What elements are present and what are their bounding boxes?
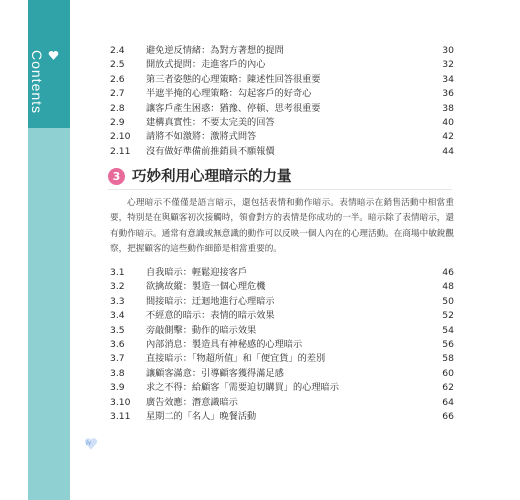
toc-entry[interactable] — [110, 396, 454, 410]
toc-title: 半遮半掩的心理策略：勾起客戶的好奇心 — [146, 88, 312, 100]
toc-num: 3.8 — [110, 367, 125, 379]
toc-entry[interactable] — [110, 324, 454, 338]
toc-page: 44 — [442, 145, 454, 157]
toc-num: 2.5 — [110, 59, 125, 71]
section-number-badge: 3 — [108, 168, 125, 185]
toc-entry[interactable] — [110, 295, 454, 309]
toc-entry[interactable] — [110, 410, 454, 424]
toc-title: 第三者姿態的心理策略：陳述性回答很重要 — [146, 73, 321, 85]
toc-num: 3.5 — [110, 324, 125, 336]
section-header — [108, 166, 468, 188]
toc-num: 3.1 — [110, 267, 125, 278]
heart-icon — [45, 50, 61, 61]
toc-title: 請將不如激將：激將式問答 — [146, 131, 257, 143]
toc-title: 不經意的暗示：表情的暗示效果 — [146, 310, 275, 322]
toc-title: 間接暗示：迂迴地進行心理暗示 — [146, 295, 275, 307]
section-divider — [108, 189, 452, 190]
toc-page: 46 — [442, 267, 454, 278]
toc-entry[interactable] — [110, 309, 454, 323]
toc-num: 2.6 — [110, 73, 125, 85]
toc-page: 32 — [442, 59, 454, 71]
toc-page: 60 — [442, 367, 454, 379]
toc-list-chapter-3 — [110, 266, 454, 424]
toc-num: 3.2 — [110, 281, 125, 293]
toc-num: 2.8 — [110, 102, 125, 114]
toc-page: 54 — [442, 324, 454, 336]
toc-page: 36 — [442, 88, 454, 100]
toc-title: 建構真實性：不要太完美的回答 — [146, 116, 275, 128]
toc-entry[interactable] — [110, 266, 454, 280]
toc-page: 56 — [442, 338, 454, 350]
toc-page: 30 — [442, 45, 454, 56]
toc-title: 直接暗示：「物超所值」和「便宜貨」的差別 — [146, 353, 326, 365]
toc-page: 50 — [442, 295, 454, 307]
toc-entry[interactable] — [110, 130, 454, 144]
toc-entry[interactable] — [110, 73, 454, 87]
toc-page: 34 — [442, 73, 454, 85]
toc-num: 2.4 — [110, 45, 125, 56]
toc-title: 欲擒故縱：製造一個心理危機 — [146, 281, 266, 293]
toc-num: 3.3 — [110, 295, 125, 307]
toc-title: 廣告效應：潛意識暗示 — [146, 396, 238, 408]
toc-num: 2.9 — [110, 116, 125, 128]
toc-entry[interactable] — [110, 352, 454, 366]
toc-num: 3.7 — [110, 353, 125, 365]
toc-list-chapter-2 — [110, 44, 454, 159]
toc-page: 38 — [442, 102, 454, 114]
toc-num: 3.10 — [110, 396, 131, 408]
sidebar-header — [28, 0, 70, 128]
toc-entry[interactable] — [110, 44, 454, 58]
toc-page: 40 — [442, 116, 454, 128]
toc-entry[interactable] — [110, 58, 454, 72]
toc-num: 2.7 — [110, 88, 125, 100]
toc-title: 避免逆反情緒：為對方著想的提問 — [146, 45, 284, 56]
toc-entry[interactable] — [110, 145, 454, 159]
contents-word: Contents — [29, 50, 45, 115]
toc-num: 2.11 — [110, 145, 131, 157]
toc-page: 64 — [442, 396, 454, 408]
toc-entry[interactable] — [110, 280, 454, 294]
toc-page: 62 — [442, 382, 454, 394]
toc-title: 星期二的「名人」晚餐活動 — [146, 410, 257, 422]
toc-num: 2.10 — [110, 131, 131, 143]
toc-title: 讓顧客滿意：引導顧客獲得滿足感 — [146, 367, 284, 379]
toc-num: 3.6 — [110, 338, 125, 350]
toc-page: 66 — [442, 410, 454, 422]
toc-title: 求之不得：給顧客「需要迫切購買」的心理暗示 — [146, 382, 339, 394]
toc-num: 3.11 — [110, 410, 131, 422]
toc-entry[interactable] — [110, 367, 454, 381]
toc-page: 48 — [442, 281, 454, 293]
toc-entry[interactable] — [110, 338, 454, 352]
page-number-text: iv — [86, 439, 92, 447]
sidebar-contents-label — [29, 50, 61, 128]
toc-title: 開放式提問：走進客戶的內心 — [146, 59, 266, 71]
toc-page: 58 — [442, 353, 454, 365]
toc-entry[interactable] — [110, 102, 454, 116]
toc-title: 自我暗示：輕鬆迎接客戶 — [146, 267, 248, 278]
section-intro-paragraph: 心理暗示不僅僅是語言暗示，還包括表情和動作暗示。表情暗示在銷售活動中相當重要，特別是在與顧客初次接觸時，領會對方的表情是你成功的一半。暗示除了表情暗示，還有動作暗示。通常有意識或無意識的動作可以反映一個人內在的心理活動。在商場中敏銳觀察，把握顧客的這些動作細節是相當重要的。 — [110, 198, 454, 255]
toc-num: 3.9 — [110, 382, 125, 394]
toc-entry[interactable] — [110, 116, 454, 130]
toc-num: 3.4 — [110, 310, 125, 322]
sidebar-strip — [28, 0, 70, 500]
toc-page: 52 — [442, 310, 454, 322]
toc-entry[interactable] — [110, 381, 454, 395]
toc-entry[interactable] — [110, 87, 454, 101]
toc-title: 內部消息：製造具有神秘感的心理暗示 — [146, 338, 303, 350]
page-number — [84, 436, 98, 450]
toc-title: 旁敲側擊：動作的暗示效果 — [146, 324, 257, 336]
toc-page: 42 — [442, 131, 454, 143]
toc-title: 沒有做好準備前推銷員不願報價 — [146, 145, 275, 157]
section-title: 巧妙利用心理暗示的力量 — [132, 169, 292, 185]
toc-title: 讓客戶產生困惑：猶豫、停頓、思考很重要 — [146, 102, 321, 114]
